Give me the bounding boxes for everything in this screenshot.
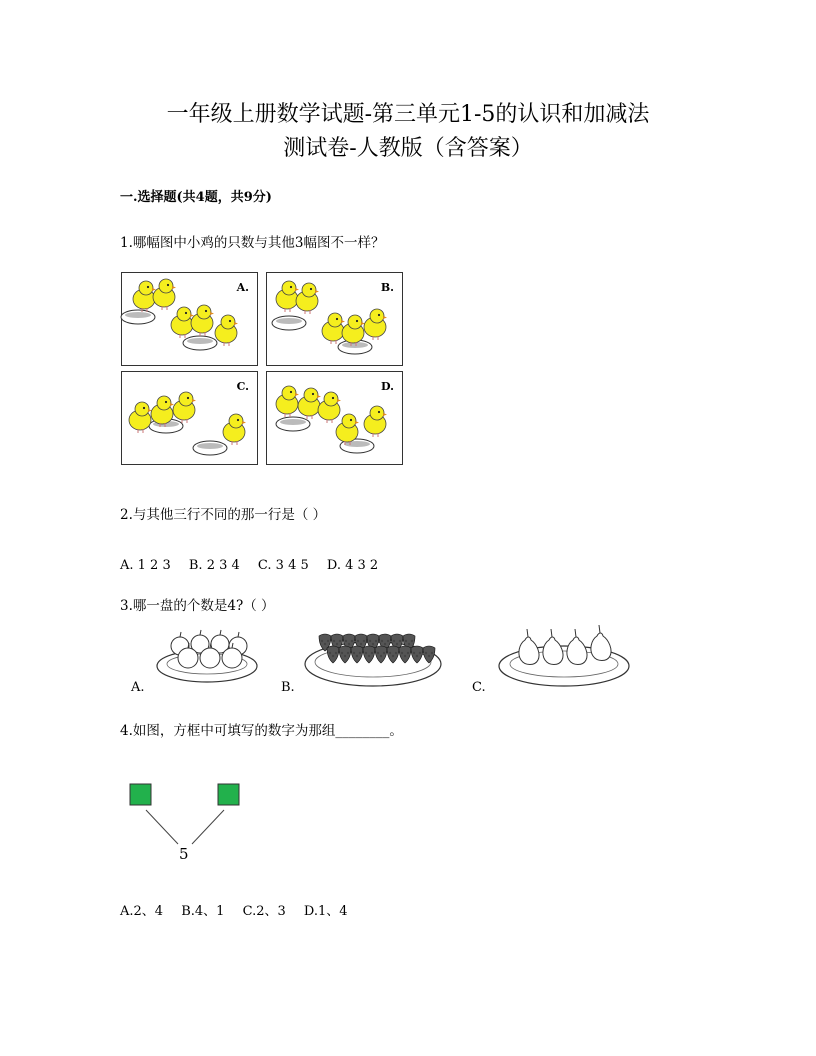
chick-icon <box>173 392 196 423</box>
option-c: C. 3 4 5 <box>257 558 309 573</box>
feed-grain <box>280 419 306 425</box>
pear-plate-illustration <box>497 620 632 690</box>
option-c: C.2、3 <box>242 904 286 919</box>
chicks-illustration <box>267 372 402 464</box>
chick-icon <box>153 279 176 310</box>
answer-box-left[interactable] <box>130 784 151 805</box>
chick-panel-a <box>121 272 258 366</box>
chick-icon <box>364 309 387 340</box>
chick-icon <box>171 307 194 338</box>
section-heading: 一.选择题(共4题，共9分) <box>120 190 272 205</box>
page-title: 一年级上册数学试题-第三单元1-5的认识和加减法 <box>166 102 650 127</box>
feed-grain <box>187 338 213 344</box>
answer-box-right[interactable] <box>218 784 239 805</box>
question-4-options <box>120 900 362 919</box>
feed-grain <box>197 443 223 449</box>
question-3: 3.哪一盘的个数是4?（ ） <box>120 598 275 614</box>
chick-icon <box>296 283 319 314</box>
chick-panel-b <box>266 272 403 366</box>
panel-letter: B. <box>380 281 394 294</box>
panel-letter: A. <box>236 281 249 294</box>
page-subtitle: 测试卷-人教版（含答案） <box>283 136 533 161</box>
chick-icon <box>133 281 156 312</box>
chicks-illustration <box>122 372 257 464</box>
chick-icon <box>223 414 246 445</box>
chick-icon <box>318 392 341 423</box>
chick-icon <box>129 402 152 433</box>
option-a: A. 1 2 3 <box>120 558 171 573</box>
chick-panel-d <box>266 371 403 465</box>
panel-letter: D. <box>381 380 394 393</box>
chick-icon <box>322 313 345 344</box>
plate-label-b: B. <box>281 680 295 695</box>
feed-grain <box>276 318 302 324</box>
chicks-illustration <box>122 273 257 365</box>
chick-icon <box>191 305 214 336</box>
chick-icon <box>215 315 238 346</box>
option-d: D.1、4 <box>303 904 348 919</box>
option-a: A.2、4 <box>120 904 164 919</box>
question-2: 2.与其他三行不同的那一行是（ ） <box>120 507 327 523</box>
question-1: 1.哪幅图中小鸡的只数与其他3幅图不一样？ <box>120 235 385 251</box>
chick-icon <box>276 281 299 312</box>
chick-panel-c <box>121 371 258 465</box>
feed-grain <box>125 312 151 318</box>
plate-label-a: A. <box>131 680 145 695</box>
plate-label-c: C. <box>472 680 486 695</box>
chick-icon <box>298 388 321 419</box>
apple-plate-illustration <box>155 624 260 686</box>
panel-letter: C. <box>236 380 249 393</box>
chick-icon <box>364 406 387 437</box>
option-b: B.4、1 <box>181 904 225 919</box>
question-4: 4.如图，方框中可填写的数字为那组________。 <box>120 723 403 739</box>
strawberry-plate-illustration <box>303 618 443 690</box>
chicks-illustration <box>267 273 402 365</box>
chick-icon <box>276 386 299 417</box>
option-d: D. 4 3 2 <box>326 558 379 573</box>
question-2-options <box>120 558 392 573</box>
option-b: B. 2 3 4 <box>188 558 240 573</box>
total-number: 5 <box>179 845 189 863</box>
